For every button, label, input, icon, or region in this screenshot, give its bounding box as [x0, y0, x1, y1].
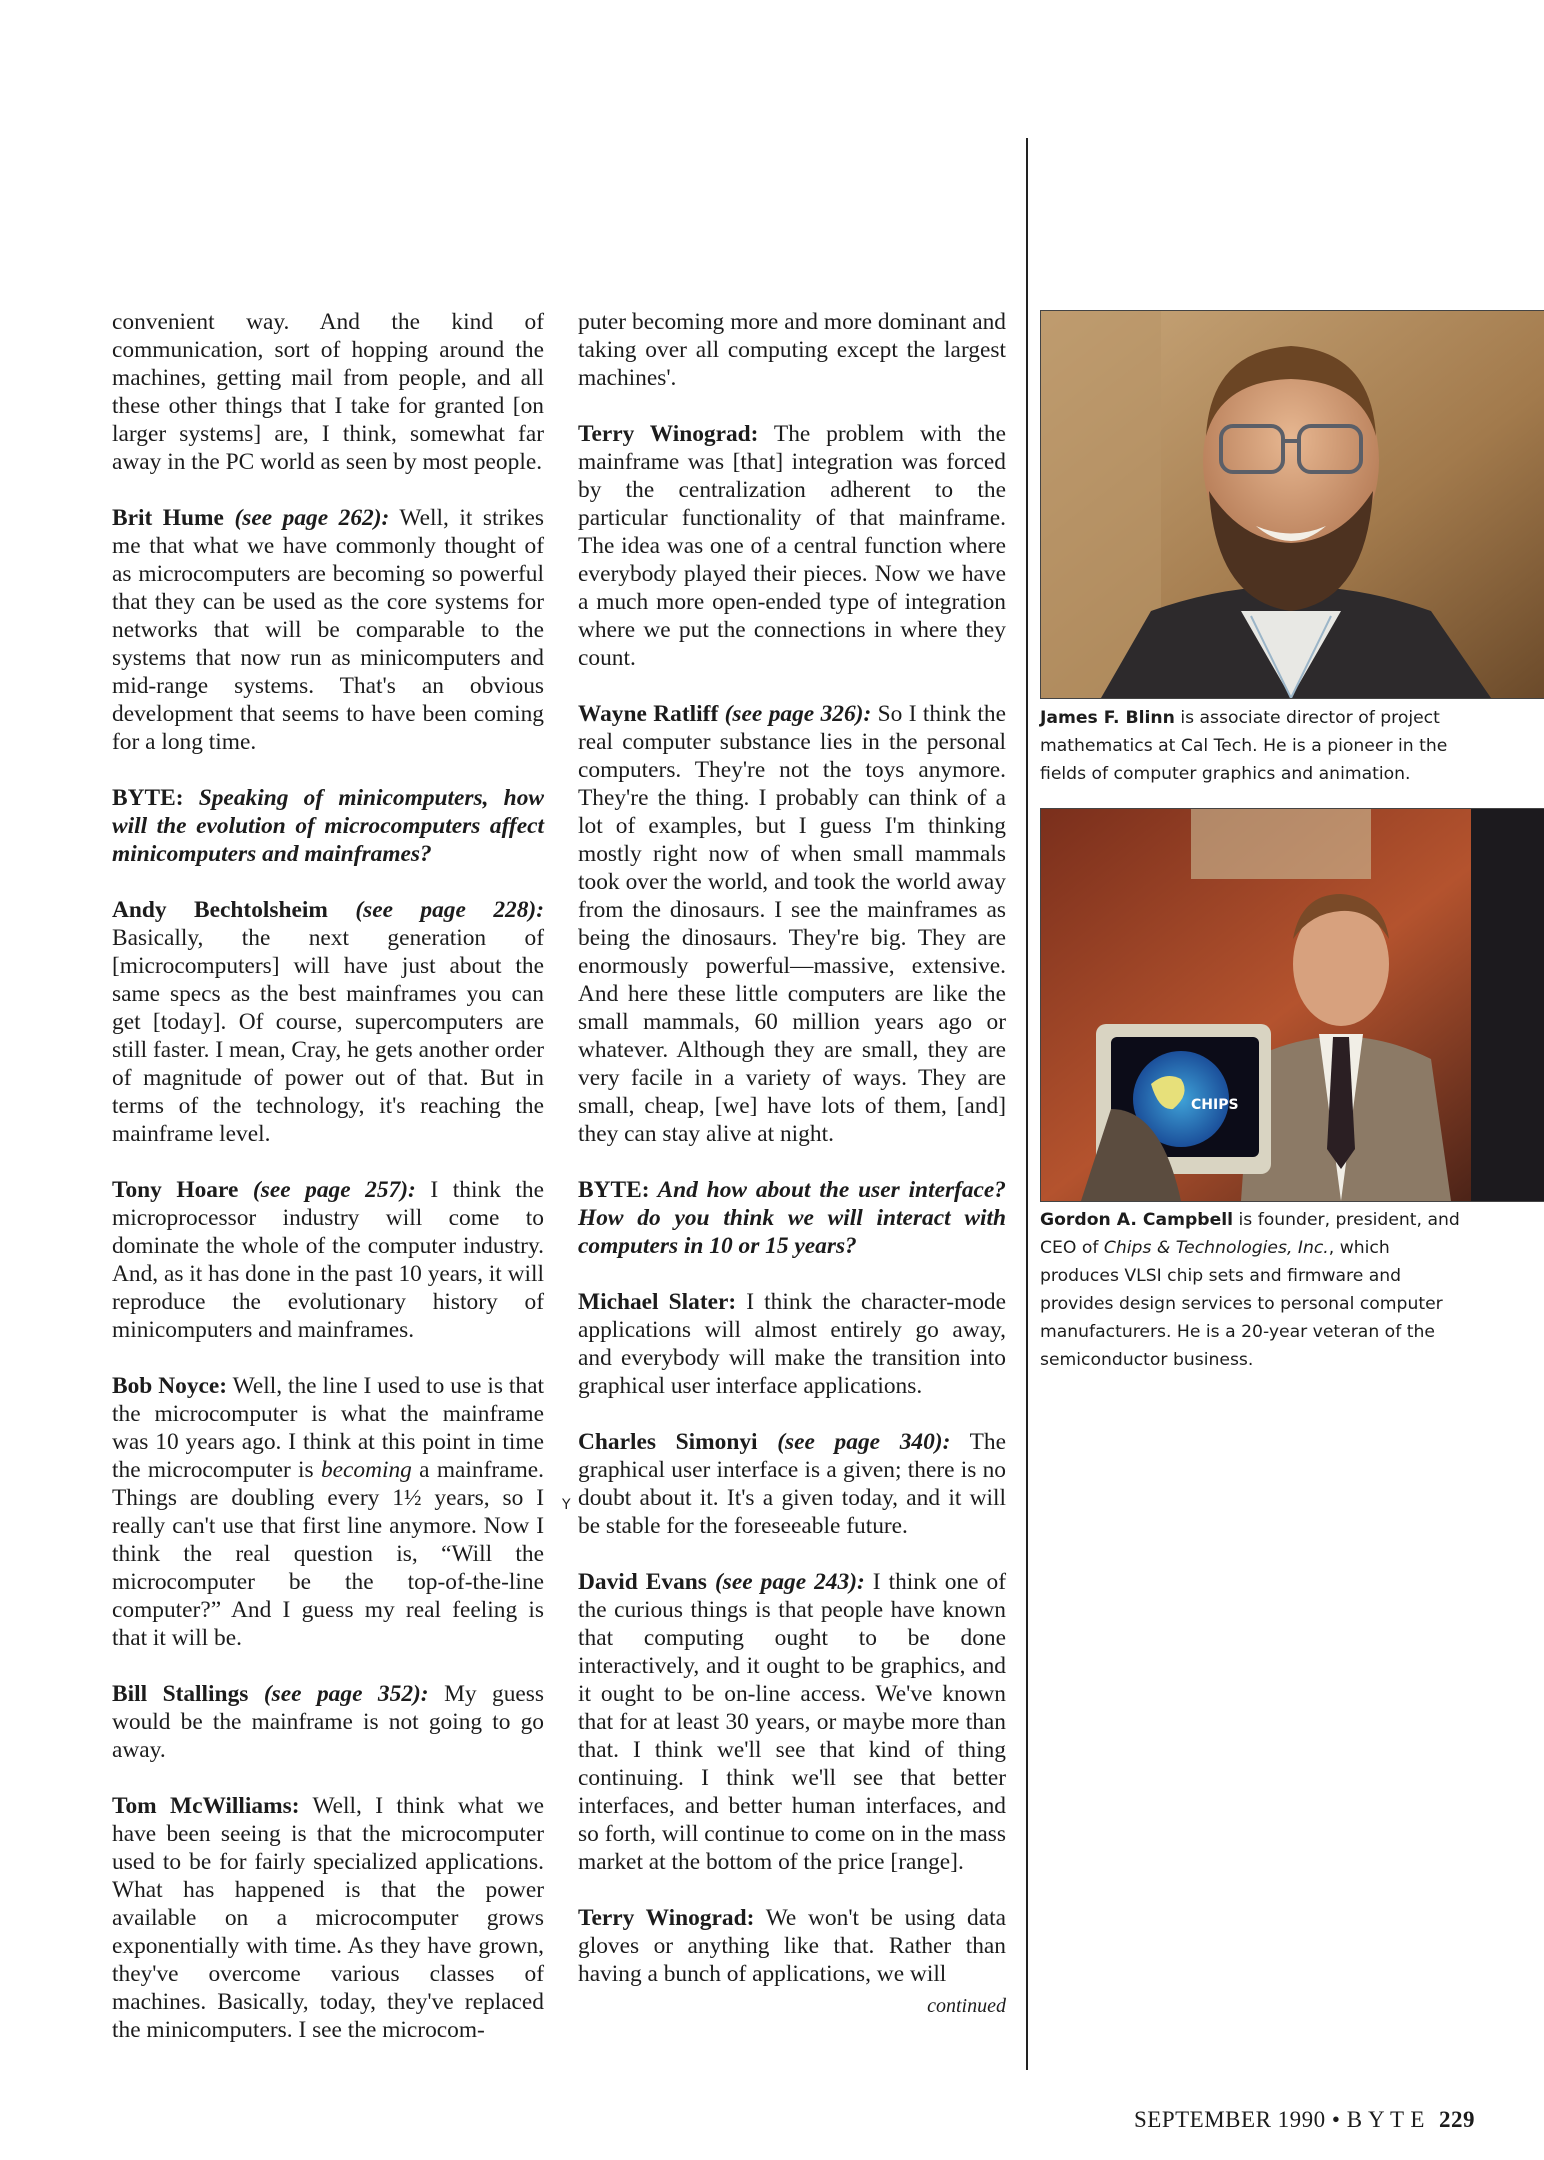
paragraph-text: I think the character-mode applications will almost entirely go away, and everybody will make the transition into graphical user interface applications. [578, 1289, 1006, 1399]
portrait-image [1041, 809, 1544, 1201]
paragraph-winograd [578, 420, 1006, 672]
page-ref: (see page 326): [724, 701, 872, 727]
column-divider [1026, 138, 1028, 2070]
page-ref: (see page 228): [355, 897, 544, 923]
paragraph-text: Well, the line I used to use is that the microcomputer is what the mainframe was 10 years ago. I think at this point in time the microcomputer is [112, 1373, 544, 1483]
caption-text: is associate director of project mathematics at Cal Tech. He is a pioneer in the fields of computer graphics and animation. [1040, 708, 1448, 784]
paragraph-winograd-2 [578, 1904, 1006, 1988]
paragraph-hoare [112, 1176, 544, 1344]
paragraph: puter becoming more and more dominant and taking over all computing except the largest machines'. [578, 309, 1006, 391]
paragraph-text: Well, it strikes me that what we have commonly thought of as microcomputers are becoming so powerful that they can be used as the core systems for networks that will be comparable to the systems that now run as minicomputers and mid-range systems. That's an obvious development that seems to have been coming for a long time. [112, 505, 544, 755]
paragraph-bechtolsheim [112, 896, 544, 1148]
speaker-name: BYTE: [112, 785, 184, 811]
byte-question [578, 1176, 1006, 1260]
caption-name: James F. Blinn [1040, 708, 1175, 728]
speaker-name: Bob Noyce: [112, 1373, 228, 1399]
portrait-image [1041, 311, 1544, 698]
paragraph-simonyi [578, 1428, 1006, 1540]
paragraph-text: My guess would be the mainframe is not going to go away. [112, 1681, 545, 1763]
page-footer [1134, 2107, 1475, 2133]
continued-label: continued [927, 1995, 1006, 2017]
company-name: Chips & Technologies, Inc. [1103, 1238, 1329, 1258]
paragraph-text: So I think the real computer substance lies in the personal computers. They're not the toys anymore. They're the thing. I probably can think of a lot of examples, but I guess I'm thinking mostly right now of when small mammals took over the world, and took the world away from the dinosaurs. I see the mainframes as being the dinosaurs. They're big. They are enormously powerful—massive, extensive. And here these little computers are like the small mammals, 60 million years ago or whatever. Although they are small, they are very facile in a variety of ways. They are small, cheap, [we] have lots of them, [and] they can stay alive at night. [578, 701, 1006, 1147]
article-column-1 [112, 308, 544, 2072]
caption-campbell [1040, 1206, 1470, 1374]
emphasis: becoming [320, 1457, 412, 1483]
speaker-name: Terry Winograd: [578, 1905, 755, 1931]
paragraph-text: The problem with the mainframe was [that] integration was forced by the centralization adherent to the particular functionality of that mainframe. The idea was one of a central function where everybody played their pieces. Now we have a much more open-ended type of integration where we put the connections in where they count. [578, 421, 1006, 671]
margin-mark: Y [562, 1497, 571, 1513]
paragraph: convenient way. And the kind of communication, sort of hopping around the machines, getting mail from people, and all these other things that I take for granted [on larger systems] are, I think, somewhat far away in the PC world as seen by most people. [112, 309, 544, 475]
page-ref: (see page 340): [777, 1429, 951, 1455]
paragraph-stallings [112, 1680, 544, 1764]
speaker-name: Andy Bechtolsheim [112, 897, 328, 923]
paragraph-mcwilliams [112, 1792, 544, 2044]
photo-blinn [1040, 310, 1544, 699]
caption-name: Gordon A. Campbell [1040, 1210, 1234, 1230]
paragraph-text: The graphical user interface is a given; there is no doubt about it. It's a given today, and it will be stable for the foreseeable future. [578, 1429, 1006, 1539]
speaker-name: Michael Slater: [578, 1289, 737, 1315]
speaker-name: Terry Winograd: [578, 421, 759, 447]
paragraph-text: We won't be using data gloves or anything like that. Rather than having a bunch of applications, we will [578, 1905, 1006, 1987]
byte-question [112, 784, 544, 868]
paragraph-text: Well, I think what we have been seeing is that the microcomputer used to be for fairly specialized applications. What has happened is that the power available on a microcomputer grows exponentially with time. As they have grown, they've overcome various classes of machines. Basically, today, they've replaced the minicomputers. I see the microcom- [112, 1793, 544, 2043]
paragraph-evans [578, 1568, 1006, 1876]
paragraph-text: a mainframe. Things are doubling every 1½ years, so I really can't use that first line anymore. Now I think the real question is, “Will the microcomputer be the top-of-the-line computer?” And I guess my real feeling is that it will be. [112, 1457, 544, 1651]
speaker-name: Charles Simonyi [578, 1429, 758, 1455]
paragraph-noyce [112, 1372, 544, 1652]
question-text: And how about the user interface? How do you think we will interact with computers in 10 or 15 years? [578, 1177, 1006, 1259]
photo-campbell [1040, 808, 1544, 1202]
question-text: Speaking of minicomputers, how will the evolution of microcomputers affect minicomputers and mainframes? [112, 785, 544, 867]
paragraph-text: Basically, the next generation of [microcomputers] will have just about the same specs as the best mainframes you can get [today]. Of course, supercomputers are still faster. I mean, Cray, he gets another order of magnitude of power out of that. But in terms of the technology, it's reaching the mainframe level. [112, 925, 544, 1147]
issue-label: SEPTEMBER 1990 • B Y T E [1134, 2107, 1425, 2132]
speaker-name: Tom McWilliams: [112, 1793, 300, 1819]
caption-blinn [1040, 704, 1470, 788]
speaker-name: David Evans [578, 1569, 707, 1595]
page-ref: (see page 262): [234, 505, 390, 531]
page-ref: (see page 257): [252, 1177, 416, 1203]
article-column-2 [578, 308, 1006, 2020]
speaker-name: Wayne Ratliff [578, 701, 719, 727]
speaker-name: Tony Hoare [112, 1177, 239, 1203]
page-ref: (see page 352): [263, 1681, 429, 1707]
speaker-name: BYTE: [578, 1177, 650, 1203]
paragraph-text: I think the microprocessor industry will come to dominate the whole of the computer industry. And, as it has done in the past 10 years, it will reproduce the evolutionary history of minicomputers and mainframes. [112, 1177, 545, 1343]
page-ref: (see page 243): [714, 1569, 865, 1595]
speaker-name: Brit Hume [112, 505, 224, 531]
speaker-name: Bill Stallings [112, 1681, 249, 1707]
paragraph-text: I think one of the curious things is that people have known that computing ought to be done interactively, and it ought to be graphics, and it ought to be on-line access. We've known that for at least 30 years, or maybe more than that. I think we'll see that kind of thing continuing. I think we'll see that better interfaces, and better human interfaces, and so forth, will continue to come on in the mass market at the bottom of the price [range]. [578, 1569, 1006, 1875]
page-number: 229 [1438, 2107, 1475, 2132]
caption-text: , which produces VLSI chip sets and firmware and provides design services to personal computer manufacturers. He is a 20-year veteran of the semiconductor business. [1040, 1238, 1443, 1370]
paragraph-slater [578, 1288, 1006, 1400]
caption-text: is founder, president, and CEO of [1040, 1210, 1460, 1258]
paragraph-hume [112, 504, 544, 756]
monitor-logo-text: CHIPS [1191, 1097, 1239, 1113]
paragraph-ratliff [578, 700, 1006, 1148]
